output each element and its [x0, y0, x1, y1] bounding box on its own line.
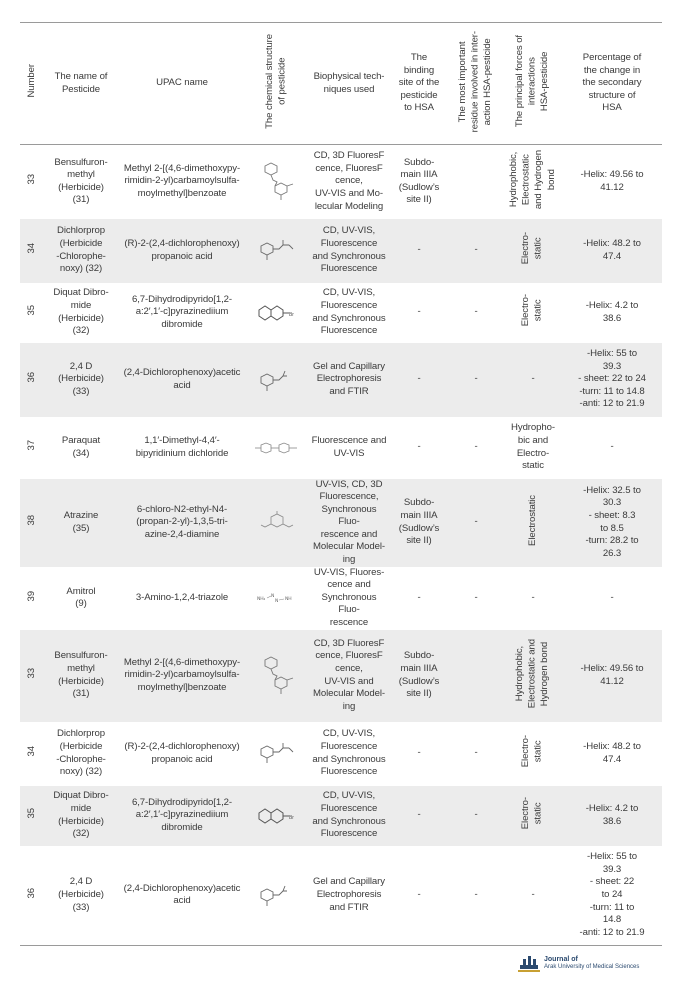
- pesticide-name-cell: [44, 283, 118, 343]
- binding-site: -: [417, 441, 421, 453]
- svg-text:N: N: [275, 599, 279, 605]
- important-residue-cell: [448, 145, 504, 219]
- table-row: [20, 786, 662, 846]
- secondary-structure-change-cell: [562, 283, 662, 343]
- journal-logo: [518, 952, 668, 974]
- row-number-cell: [20, 479, 44, 567]
- important-residue: -: [474, 441, 478, 453]
- column-header-label: Biophysical tech- niques used: [313, 70, 385, 95]
- secondary-structure-change-cell: [562, 219, 662, 283]
- biophysical-techniques-cell: [308, 846, 390, 946]
- principal-forces: -: [531, 889, 535, 901]
- principal-forces: Hydrophobic, Electrostatic and Hydrogen bond: [507, 149, 557, 209]
- principal-forces-cell: [504, 479, 562, 567]
- svg-text:N: N: [271, 594, 275, 600]
- row-number-cell: [20, 219, 44, 283]
- table-row: [20, 283, 662, 343]
- iupac-name: 6,7-Dihydrodipyrido[1,2- a:2′,1′-c]pyrazinediium dibromide: [132, 796, 232, 833]
- principal-forces-cell: [504, 219, 562, 283]
- table-row: [20, 219, 662, 283]
- row-number-cell: [20, 417, 44, 479]
- binding-site: -: [417, 244, 421, 256]
- principal-forces-cell: [504, 846, 562, 946]
- biophysical-techniques: UV-VIS, Fluores- cence and Synchronous Fluo- rescence: [313, 566, 385, 629]
- table-row: [20, 846, 662, 946]
- column-header-label: The most important residue involved in inter- action HSA-pesticide: [457, 30, 494, 132]
- row-number: 35: [25, 304, 37, 316]
- principal-forces-cell: [504, 283, 562, 343]
- row-number: 34: [25, 746, 37, 757]
- pesticide-name: Bensulfuron- methyl (Herbicide) (31): [54, 156, 108, 206]
- row-number-cell: [20, 846, 44, 946]
- iupac-name-cell: [118, 567, 246, 630]
- principal-forces-cell: [504, 145, 562, 219]
- row-number: 33: [25, 174, 37, 185]
- principal-forces: Electro- static: [520, 232, 544, 265]
- secondary-structure-change: -Helix: 48.2 to 47.4: [583, 237, 641, 262]
- row-number-cell: [20, 145, 44, 219]
- pesticide-name-cell: [44, 722, 118, 786]
- biophysical-techniques-cell: [308, 145, 390, 219]
- biophysical-techniques-cell: [308, 283, 390, 343]
- binding-site-cell: [390, 219, 448, 283]
- secondary-structure-change-cell: [562, 145, 662, 219]
- pesticide-name: Amitrol (9): [66, 585, 96, 610]
- iupac-name: 6-chloro-N2-ethyl-N4- (propan-2-yl)-1,3,5-tri- azine-2,4-diamine: [136, 503, 228, 540]
- important-residue: -: [474, 306, 478, 318]
- secondary-structure-change: -Helix: 4.2 to 38.6: [585, 299, 639, 324]
- column-header-label: The principal forces of interactions HSA-pesticide: [514, 35, 551, 128]
- row-number: 36: [25, 887, 37, 899]
- column-header-label: Percentage of the change in the secondary structure of HSA: [582, 52, 642, 114]
- biophysical-techniques-cell: [308, 786, 390, 846]
- chemical-structure-cell: [246, 846, 308, 946]
- row-number: 37: [25, 439, 37, 451]
- row-number: 33: [25, 668, 37, 679]
- pesticide-name: 2,4 D (Herbicide) (33): [58, 360, 104, 397]
- binding-site-cell: [390, 479, 448, 567]
- pesticide-name-cell: [44, 343, 118, 417]
- journal-name-line2: Arak University of Medical Sciences: [544, 963, 640, 970]
- iupac-name: 3-Amino-1,2,4-triazole: [135, 591, 229, 603]
- column-header: [390, 23, 448, 145]
- iupac-name: 1,1′-Dimethyl-4,4′- bipyridinium dichloride: [135, 434, 229, 459]
- iupac-name: Methyl 2-[(4,6-dimethoxypy- rimidin-2-yl)carbamoylsulfa- moylmethyl]benzoate: [123, 162, 241, 200]
- binding-site-cell: [390, 722, 448, 786]
- pesticide-name: Bensulfuron- methyl (Herbicide) (31): [54, 650, 108, 700]
- iupac-name-cell: [118, 722, 246, 786]
- principal-forces: Hydrophobic, Electrostatic and Hydrogen bond: [514, 638, 551, 708]
- principal-forces-cell: [504, 567, 562, 630]
- secondary-structure-change: -: [610, 441, 614, 453]
- binding-site-cell: [390, 417, 448, 479]
- row-number-cell: [20, 722, 44, 786]
- chemical-structure-cell: [246, 417, 308, 479]
- pesticide-name-cell: [44, 145, 118, 219]
- important-residue-cell: [448, 219, 504, 283]
- row-number-cell: [20, 343, 44, 417]
- biophysical-techniques: CD, 3D FluoresF cence, FluoresF cence, UV-VIS and Mo- lecular Modeling: [313, 150, 385, 212]
- pesticide-name-cell: [44, 630, 118, 722]
- binding-site: -: [417, 747, 421, 759]
- biophysical-techniques: CD, UV-VIS, Fluorescence and Synchronous Fluorescence: [312, 728, 386, 778]
- binding-site: -: [417, 591, 421, 603]
- biophysical-techniques-cell: [308, 722, 390, 786]
- secondary-structure-change: -Helix: 48.2 to 47.4: [583, 741, 641, 765]
- binding-site-cell: [390, 343, 448, 417]
- principal-forces: -: [531, 591, 535, 603]
- pesticide-name-cell: [44, 479, 118, 567]
- pesticide-name-cell: [44, 219, 118, 283]
- column-header-label: The name of Pesticide: [54, 70, 108, 95]
- secondary-structure-change-cell: [562, 722, 662, 786]
- column-header-label: UPAC name: [156, 77, 208, 89]
- pesticide-hsa-table: [20, 22, 662, 946]
- secondary-structure-change: -Helix: 55 to 39.3 - sheet: 22 to 24 -turn: 11 to 14.8 -anti: 12 to 21.9: [578, 348, 646, 410]
- important-residue-cell: [448, 846, 504, 946]
- iupac-name-cell: [118, 283, 246, 343]
- svg-text:NH: NH: [285, 597, 292, 603]
- biophysical-techniques: Gel and Capillary Electrophoresis and FTIR: [313, 360, 385, 397]
- biophysical-techniques-cell: [308, 417, 390, 479]
- chemical-structure-icon: [248, 236, 306, 266]
- chemical-structure-icon: [248, 654, 306, 698]
- secondary-structure-change-cell: [562, 786, 662, 846]
- important-residue: -: [474, 889, 478, 901]
- column-header: [448, 23, 504, 145]
- biophysical-techniques: Fluorescence and UV-VIS: [311, 434, 387, 459]
- table-row: [20, 479, 662, 567]
- binding-site: -: [417, 306, 421, 318]
- binding-site-cell: [390, 283, 448, 343]
- chemical-structure-icon: [248, 300, 306, 326]
- secondary-structure-change: -: [610, 591, 614, 603]
- iupac-name-cell: [118, 343, 246, 417]
- secondary-structure-change: -Helix: 49.56 to 41.12: [580, 169, 644, 193]
- chemical-structure-cell: [246, 722, 308, 786]
- biophysical-techniques: Gel and Capillary Electrophoresis and FTIR: [313, 876, 385, 913]
- important-residue-cell: [448, 722, 504, 786]
- journal-name-line1: Journal of: [544, 955, 578, 963]
- binding-site: -: [417, 809, 421, 821]
- secondary-structure-change: -Helix: 49.56 to 41.12: [580, 663, 644, 687]
- pesticide-name-cell: [44, 567, 118, 630]
- chemical-structure-cell: [246, 786, 308, 846]
- iupac-name-cell: [118, 479, 246, 567]
- principal-forces-cell: [504, 786, 562, 846]
- principal-forces-cell: [504, 343, 562, 417]
- secondary-structure-change-cell: [562, 630, 662, 722]
- pesticide-name: Dichlorprop (Herbicide -Chlorophe- noxy) (32): [56, 728, 106, 778]
- column-header-label: The chemical structure of pesticide: [264, 33, 288, 129]
- principal-forces: -: [531, 373, 535, 385]
- principal-forces: Electro- static: [520, 797, 544, 830]
- chemical-structure-cell: [246, 145, 308, 219]
- secondary-structure-change-cell: [562, 479, 662, 567]
- iupac-name-cell: [118, 786, 246, 846]
- row-number-cell: [20, 567, 44, 630]
- chemical-structure-cell: [246, 630, 308, 722]
- binding-site: Subdo- main IIIA (Sudlow’s site II): [398, 497, 440, 547]
- binding-site: Subdo- main IIIA (Sudlow’s site II): [398, 156, 440, 206]
- important-residue: -: [474, 516, 478, 528]
- important-residue: -: [474, 747, 478, 759]
- binding-site: -: [417, 889, 421, 901]
- column-header: [504, 23, 562, 145]
- pesticide-name: Atrazine (35): [63, 509, 99, 534]
- table-body: [20, 145, 662, 946]
- important-residue: -: [474, 244, 478, 256]
- important-residue: -: [474, 809, 478, 821]
- chemical-structure-icon: [248, 739, 306, 769]
- biophysical-techniques-cell: [308, 630, 390, 722]
- important-residue-cell: [448, 417, 504, 479]
- column-header: [44, 23, 118, 145]
- row-number: 35: [25, 808, 37, 819]
- row-number-cell: [20, 283, 44, 343]
- column-header: [308, 23, 390, 145]
- document-page: [20, 22, 662, 946]
- column-header-label: The binding site of the pesticide to HSA: [398, 52, 440, 114]
- table-row: [20, 630, 662, 722]
- iupac-name-cell: [118, 846, 246, 946]
- iupac-name: (2,4-Dichlorophenoxy)acetic acid: [123, 366, 241, 391]
- biophysical-techniques: CD, UV-VIS, Fluorescence and Synchronous Fluorescence: [312, 287, 386, 337]
- chemical-structure-cell: [246, 343, 308, 417]
- row-number: 38: [25, 515, 37, 526]
- column-header: [118, 23, 246, 145]
- chemical-structure-icon: [248, 803, 306, 829]
- binding-site-cell: [390, 846, 448, 946]
- column-header-label: Number: [25, 64, 37, 98]
- binding-site-cell: [390, 630, 448, 722]
- principal-forces: Electro- static: [520, 294, 544, 327]
- important-residue: -: [474, 591, 478, 603]
- biophysical-techniques: CD, 3D FluoresF cence, FluoresF cence, UV-VIS and Molecular Model- ing: [313, 637, 385, 712]
- chemical-structure-cell: [246, 567, 308, 630]
- binding-site-cell: [390, 567, 448, 630]
- row-number-cell: [20, 630, 44, 722]
- svg-text:Br: Br: [289, 311, 294, 318]
- chemical-structure-icon: [248, 441, 306, 455]
- chemical-structure-icon: [248, 591, 306, 605]
- biophysical-techniques-cell: [308, 343, 390, 417]
- binding-site: -: [417, 373, 421, 385]
- important-residue-cell: [448, 283, 504, 343]
- iupac-name: (2,4-Dichlorophenoxy)acetic acid: [123, 882, 241, 907]
- column-header: [562, 23, 662, 145]
- pesticide-name: 2,4 D (Herbicide) (33): [58, 876, 104, 913]
- secondary-structure-change-cell: [562, 567, 662, 630]
- row-number: 36: [25, 371, 37, 383]
- binding-site: Subdo- main IIIA (Sudlow’s site II): [398, 650, 440, 700]
- pesticide-name: Paraquat (34): [61, 434, 101, 459]
- column-header: [20, 23, 44, 145]
- important-residue-cell: [448, 479, 504, 567]
- row-number-cell: [20, 786, 44, 846]
- pesticide-name: Diquat Dibro- mide (Herbicide) (32): [53, 287, 109, 337]
- column-header: [246, 23, 308, 145]
- table-row: [20, 343, 662, 417]
- important-residue-cell: [448, 567, 504, 630]
- biophysical-techniques-cell: [308, 567, 390, 630]
- biophysical-techniques: UV-VIS, CD, 3D Fluorescence, Synchronous Fluo- rescence and Molecular Model- ing: [313, 478, 385, 566]
- pesticide-name: Diquat Dibro- mide (Herbicide) (32): [53, 790, 109, 840]
- table-row: [20, 722, 662, 786]
- iupac-name-cell: [118, 630, 246, 722]
- iupac-name: (R)-2-(2,4-dichlorophenoxy) propanoic acid: [124, 741, 240, 765]
- principal-forces-cell: [504, 722, 562, 786]
- principal-forces: Hydropho- bic and Electro- static: [511, 422, 555, 472]
- table-row: [20, 417, 662, 479]
- chemical-structure-icon: [248, 511, 306, 535]
- pesticide-name-cell: [44, 786, 118, 846]
- chemical-structure-cell: [246, 283, 308, 343]
- iupac-name-cell: [118, 219, 246, 283]
- biophysical-techniques: CD, UV-VIS, Fluorescence and Synchronous Fluorescence: [312, 225, 386, 275]
- chemical-structure-cell: [246, 219, 308, 283]
- biophysical-techniques-cell: [308, 219, 390, 283]
- secondary-structure-change-cell: [562, 417, 662, 479]
- row-number: 39: [25, 590, 37, 602]
- secondary-structure-change-cell: [562, 343, 662, 417]
- chemical-structure-cell: [246, 479, 308, 567]
- principal-forces-cell: [504, 630, 562, 722]
- important-residue-cell: [448, 630, 504, 722]
- binding-site-cell: [390, 786, 448, 846]
- chemical-structure-icon: [248, 365, 306, 395]
- secondary-structure-change: -Helix: 32.5 to 30.3 - sheet: 8.3 to 8.5 -turn: 28.2 to 26.3: [583, 484, 641, 559]
- chemical-structure-icon: [248, 880, 306, 910]
- row-number: 34: [25, 242, 37, 254]
- pesticide-name: Dichlorprop (Herbicide -Chlorophe- noxy) (32): [56, 225, 106, 275]
- secondary-structure-change: -Helix: 4.2 to 38.6: [585, 803, 639, 827]
- table-header-row: [20, 23, 662, 145]
- secondary-structure-change-cell: [562, 846, 662, 946]
- binding-site-cell: [390, 145, 448, 219]
- iupac-name: (R)-2-(2,4-dichlorophenoxy) propanoic acid: [124, 237, 240, 262]
- pesticide-name-cell: [44, 417, 118, 479]
- principal-forces-cell: [504, 417, 562, 479]
- principal-forces: Electro- static: [520, 735, 544, 768]
- pesticide-name-cell: [44, 846, 118, 946]
- journal-logo-icon: [518, 953, 540, 973]
- important-residue: -: [474, 373, 478, 385]
- table-row: [20, 567, 662, 630]
- svg-text:NH₂: NH₂: [257, 597, 266, 603]
- biophysical-techniques-cell: [308, 479, 390, 567]
- svg-text:Br: Br: [289, 814, 294, 821]
- principal-forces: Electrostatic: [526, 494, 538, 546]
- important-residue-cell: [448, 343, 504, 417]
- table-row: [20, 145, 662, 219]
- iupac-name: 6,7-Dihydrodipyrido[1,2- a:2′,1′-c]pyrazinediium dibromide: [132, 293, 232, 330]
- important-residue-cell: [448, 786, 504, 846]
- iupac-name-cell: [118, 417, 246, 479]
- iupac-name-cell: [118, 145, 246, 219]
- chemical-structure-icon: [248, 160, 306, 204]
- biophysical-techniques: CD, UV-VIS, Fluorescence and Synchronous Fluorescence: [312, 790, 386, 840]
- secondary-structure-change: -Helix: 55 to 39.3 - sheet: 22 to 24 -turn: 11 to 14.8 -anti: 12 to 21.9: [579, 851, 645, 938]
- iupac-name: Methyl 2-[(4,6-dimethoxypy- rimidin-2-yl)carbamoylsulfa- moylmethyl]benzoate: [123, 656, 241, 693]
